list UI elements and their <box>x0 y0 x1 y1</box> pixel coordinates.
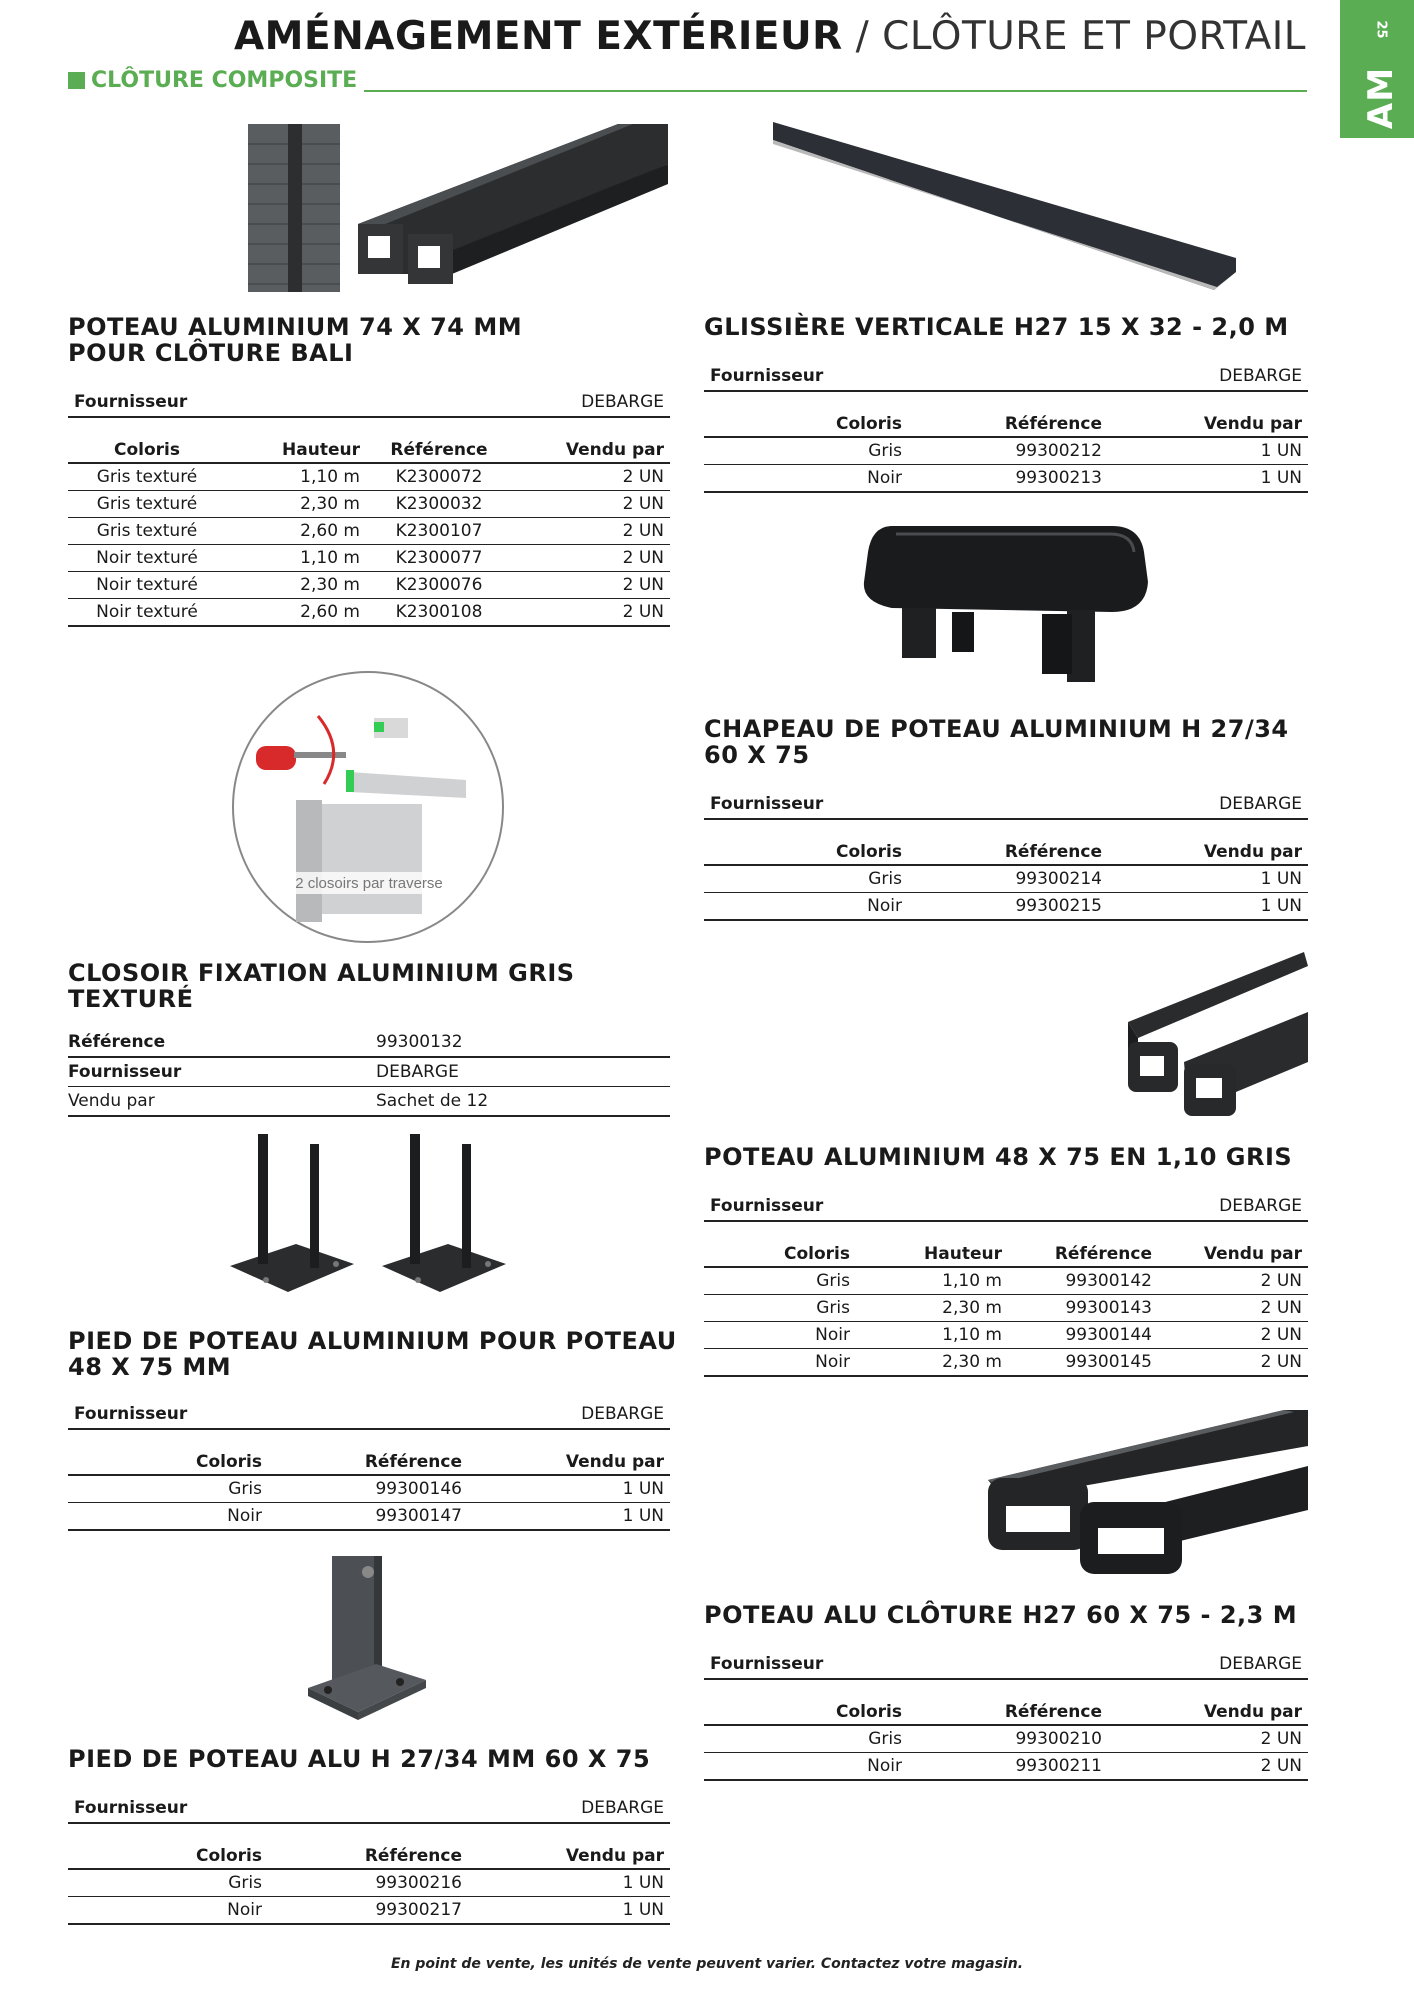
table-cell: K2300108 <box>366 599 512 627</box>
table-header-row <box>704 404 1308 437</box>
table-row <box>704 865 1308 893</box>
table-row <box>68 1869 670 1897</box>
column-header: Vendu par <box>1158 1234 1308 1267</box>
table-row <box>704 1349 1308 1377</box>
product-table <box>704 1234 1308 1377</box>
table-cell: 1,10 m <box>226 463 366 491</box>
closoir-details <box>68 1028 670 1117</box>
table-cell: Gris <box>68 1475 268 1503</box>
table-cell: 1 UN <box>468 1503 670 1531</box>
table-cell: 99300215 <box>908 893 1108 921</box>
table-cell: 2 UN <box>1108 1753 1308 1781</box>
product-title-line: POUR CLÔTURE BALI <box>68 339 354 367</box>
supplier-value: DEBARGE <box>1219 794 1302 814</box>
table-cell: K2300032 <box>366 491 512 518</box>
table-cell: 99300211 <box>908 1753 1108 1781</box>
column-header: Vendu par <box>512 430 670 463</box>
column-header: Coloris <box>704 404 908 437</box>
table-cell: Gris <box>704 1267 856 1295</box>
table-cell: 1,10 m <box>856 1322 1008 1349</box>
table-row <box>68 599 670 627</box>
closoir-image <box>228 676 508 938</box>
column-header: Vendu par <box>1108 404 1308 437</box>
category-title: AMÉNAGEMENT EXTÉRIEUR <box>234 14 843 59</box>
table-cell: Gris <box>704 1295 856 1322</box>
table-cell: 99300143 <box>1008 1295 1158 1322</box>
table-header-row <box>68 1442 670 1475</box>
product-title-line: CLOSOIR FIXATION ALUMINIUM GRIS TEXTURÉ <box>68 959 575 1013</box>
table-cell: 2,30 m <box>856 1295 1008 1322</box>
side-tab <box>1340 0 1414 138</box>
table-cell: 99300147 <box>268 1503 468 1531</box>
table-header-row <box>68 430 670 463</box>
page-number: 25 <box>1373 20 1389 39</box>
table-cell: 2 UN <box>512 572 670 599</box>
product-title-line: 48 X 75 MM <box>68 1353 232 1381</box>
column-header: Coloris <box>704 1692 908 1725</box>
table-cell: 99300144 <box>1008 1322 1158 1349</box>
section-label <box>68 68 357 93</box>
table-cell: 2,60 m <box>226 599 366 627</box>
table-row <box>704 1295 1308 1322</box>
table-cell: Noir <box>704 465 908 493</box>
pied-48-image <box>226 1132 512 1304</box>
supplier-label: Fournisseur <box>74 1404 188 1424</box>
column-header: Référence <box>908 832 1108 865</box>
table-cell: Noir <box>704 1753 908 1781</box>
table-cell: 2 UN <box>512 463 670 491</box>
detail-label: Fournisseur <box>68 1062 182 1082</box>
table-row <box>68 1475 670 1503</box>
supplier-value: DEBARGE <box>1219 1654 1302 1674</box>
table-cell: Noir <box>704 1322 856 1349</box>
supplier-label: Fournisseur <box>710 1196 824 1216</box>
poteau-bali-image <box>248 124 673 292</box>
table-cell: 1,10 m <box>856 1267 1008 1295</box>
product-table <box>704 832 1308 921</box>
table-row <box>68 463 670 491</box>
title-separator: / <box>855 14 870 59</box>
table-cell: K2300077 <box>366 545 512 572</box>
supplier-label: Fournisseur <box>710 794 824 814</box>
table-cell: Noir <box>704 893 908 921</box>
product-title-line: PIED DE POTEAU ALU H 27/34 MM 60 X 75 <box>68 1745 651 1773</box>
product-title-line: POTEAU ALUMINIUM 74 X 74 MM <box>68 313 523 341</box>
table-header-row <box>68 1836 670 1869</box>
table-cell: Gris <box>704 1725 908 1753</box>
column-header: Référence <box>908 404 1108 437</box>
detail-value: DEBARGE <box>376 1062 459 1082</box>
table-row <box>704 1725 1308 1753</box>
table-header-row <box>704 832 1308 865</box>
table-cell: 2 UN <box>1158 1322 1308 1349</box>
product-title <box>68 1328 688 1380</box>
table-row <box>68 1503 670 1531</box>
section-code: AM <box>1361 66 1402 130</box>
table-row <box>704 1322 1308 1349</box>
product-title-line: POTEAU ALU CLÔTURE H27 60 X 75 - 2,3 M <box>704 1601 1298 1629</box>
supplier-label: Fournisseur <box>74 1798 188 1818</box>
product-table <box>68 1836 670 1925</box>
table-header-row <box>704 1234 1308 1267</box>
product-table <box>68 1442 670 1531</box>
glissiere-image <box>770 122 1240 292</box>
table-cell: 1 UN <box>1108 865 1308 893</box>
table-row <box>704 893 1308 921</box>
product-table <box>704 404 1308 493</box>
table-cell: K2300107 <box>366 518 512 545</box>
table-cell: 1 UN <box>468 1897 670 1925</box>
supplier-row <box>704 1650 1308 1680</box>
table-cell: Gris <box>704 865 908 893</box>
product-title <box>68 960 688 1012</box>
table-cell: 99300213 <box>908 465 1108 493</box>
table-cell: 2,30 m <box>856 1349 1008 1377</box>
column-header: Vendu par <box>1108 1692 1308 1725</box>
table-row <box>704 437 1308 465</box>
supplier-row <box>68 388 670 418</box>
product-title-line: GLISSIÈRE VERTICALE H27 15 X 32 - 2,0 M <box>704 313 1289 341</box>
table-row <box>704 1267 1308 1295</box>
supplier-value: DEBARGE <box>1219 1196 1302 1216</box>
column-header: Vendu par <box>468 1836 670 1869</box>
table-cell: 2,60 m <box>226 518 366 545</box>
supplier-row <box>68 1400 670 1430</box>
page-title <box>234 14 1306 59</box>
table-cell: Noir <box>68 1897 268 1925</box>
table-cell: 2 UN <box>1158 1349 1308 1377</box>
product-title <box>704 314 1304 340</box>
product-title <box>68 314 668 366</box>
detail-label: Référence <box>68 1032 166 1052</box>
table-cell: 99300216 <box>268 1869 468 1897</box>
column-header: Référence <box>268 1442 468 1475</box>
table-cell: Noir texturé <box>68 545 226 572</box>
subcategory-title: CLÔTURE ET PORTAIL <box>882 14 1306 59</box>
supplier-value: DEBARGE <box>1219 366 1302 386</box>
table-cell: Gris <box>704 437 908 465</box>
detail-value: Sachet de 12 <box>376 1091 489 1111</box>
supplier-row <box>68 1794 670 1824</box>
table-cell: Gris <box>68 1869 268 1897</box>
table-cell: 2 UN <box>512 518 670 545</box>
table-cell: 99300214 <box>908 865 1108 893</box>
column-header: Coloris <box>704 832 908 865</box>
poteau-h27-image <box>984 1410 1308 1574</box>
table-cell: 2 UN <box>512 599 670 627</box>
table-cell: 1 UN <box>468 1869 670 1897</box>
detail-value: 99300132 <box>376 1032 463 1052</box>
column-header: Coloris <box>68 1442 268 1475</box>
column-header: Vendu par <box>468 1442 670 1475</box>
detail-label: Vendu par <box>68 1091 155 1111</box>
table-cell: 99300212 <box>908 437 1108 465</box>
column-header: Référence <box>908 1692 1108 1725</box>
column-header: Référence <box>268 1836 468 1869</box>
table-cell: K2300072 <box>366 463 512 491</box>
table-row <box>68 1897 670 1925</box>
table-cell: Noir <box>704 1349 856 1377</box>
section-label-text: CLÔTURE COMPOSITE <box>91 68 358 93</box>
table-cell: K2300076 <box>366 572 512 599</box>
product-title-line: CHAPEAU DE POTEAU ALUMINIUM H 27/34 <box>704 715 1289 743</box>
table-cell: 99300145 <box>1008 1349 1158 1377</box>
table-cell: 99300146 <box>268 1475 468 1503</box>
table-cell: 2 UN <box>1158 1267 1308 1295</box>
section-divider <box>364 90 1307 92</box>
detail-row <box>68 1058 670 1087</box>
supplier-label: Fournisseur <box>74 392 188 412</box>
table-row <box>68 545 670 572</box>
table-cell: 1 UN <box>1108 893 1308 921</box>
section-square-icon <box>68 72 85 89</box>
column-header: Coloris <box>68 1836 268 1869</box>
table-row <box>68 491 670 518</box>
supplier-label: Fournisseur <box>710 366 824 386</box>
detail-row <box>68 1028 670 1058</box>
product-title-line: PIED DE POTEAU ALUMINIUM POUR POTEAU <box>68 1327 677 1355</box>
detail-row <box>68 1087 670 1117</box>
table-cell: 2,30 m <box>226 491 366 518</box>
table-cell: Gris texturé <box>68 463 226 491</box>
closoir-image-caption: 2 closoirs par traverse <box>295 875 443 892</box>
column-header: Coloris <box>68 430 226 463</box>
column-header: Vendu par <box>1108 832 1308 865</box>
table-cell: 2 UN <box>512 491 670 518</box>
supplier-value: DEBARGE <box>581 1798 664 1818</box>
supplier-row <box>704 790 1308 820</box>
product-table <box>704 1692 1308 1781</box>
table-cell: Noir <box>68 1503 268 1531</box>
product-title-line: POTEAU ALUMINIUM 48 X 75 EN 1,10 GRIS <box>704 1143 1293 1171</box>
table-cell: Noir texturé <box>68 599 226 627</box>
product-title <box>704 716 1304 768</box>
column-header: Hauteur <box>856 1234 1008 1267</box>
table-cell: 2 UN <box>512 545 670 572</box>
chapeau-image <box>862 522 1150 694</box>
supplier-row <box>704 1192 1308 1222</box>
table-cell: 2 UN <box>1108 1725 1308 1753</box>
table-row <box>704 465 1308 493</box>
table-cell: 1,10 m <box>226 545 366 572</box>
column-header: Référence <box>1008 1234 1158 1267</box>
table-row <box>68 572 670 599</box>
table-cell: Gris texturé <box>68 518 226 545</box>
product-title <box>68 1746 688 1772</box>
supplier-value: DEBARGE <box>581 392 664 412</box>
table-cell: 1 UN <box>1108 437 1308 465</box>
column-header: Référence <box>366 430 512 463</box>
table-cell: 2 UN <box>1158 1295 1308 1322</box>
table-cell: 1 UN <box>468 1475 670 1503</box>
footnote: En point de vente, les unités de vente peuvent varier. Contactez votre magasin. <box>390 1956 1024 1972</box>
pied-h27-image <box>306 1554 428 1726</box>
table-cell: Gris texturé <box>68 491 226 518</box>
table-row <box>704 1753 1308 1781</box>
column-header: Hauteur <box>226 430 366 463</box>
table-header-row <box>704 1692 1308 1725</box>
supplier-label: Fournisseur <box>710 1654 824 1674</box>
table-cell: Noir texturé <box>68 572 226 599</box>
supplier-value: DEBARGE <box>581 1404 664 1424</box>
poteau-48-image <box>1124 952 1308 1120</box>
table-cell: 99300142 <box>1008 1267 1158 1295</box>
table-cell: 2,30 m <box>226 572 366 599</box>
table-cell: 99300217 <box>268 1897 468 1925</box>
product-title <box>704 1602 1304 1628</box>
table-cell: 1 UN <box>1108 465 1308 493</box>
product-table <box>68 430 670 627</box>
supplier-row <box>704 362 1308 392</box>
table-cell: 99300210 <box>908 1725 1108 1753</box>
product-title-line: 60 X 75 <box>704 741 810 769</box>
table-row <box>68 518 670 545</box>
column-header: Coloris <box>704 1234 856 1267</box>
product-title <box>704 1144 1304 1170</box>
